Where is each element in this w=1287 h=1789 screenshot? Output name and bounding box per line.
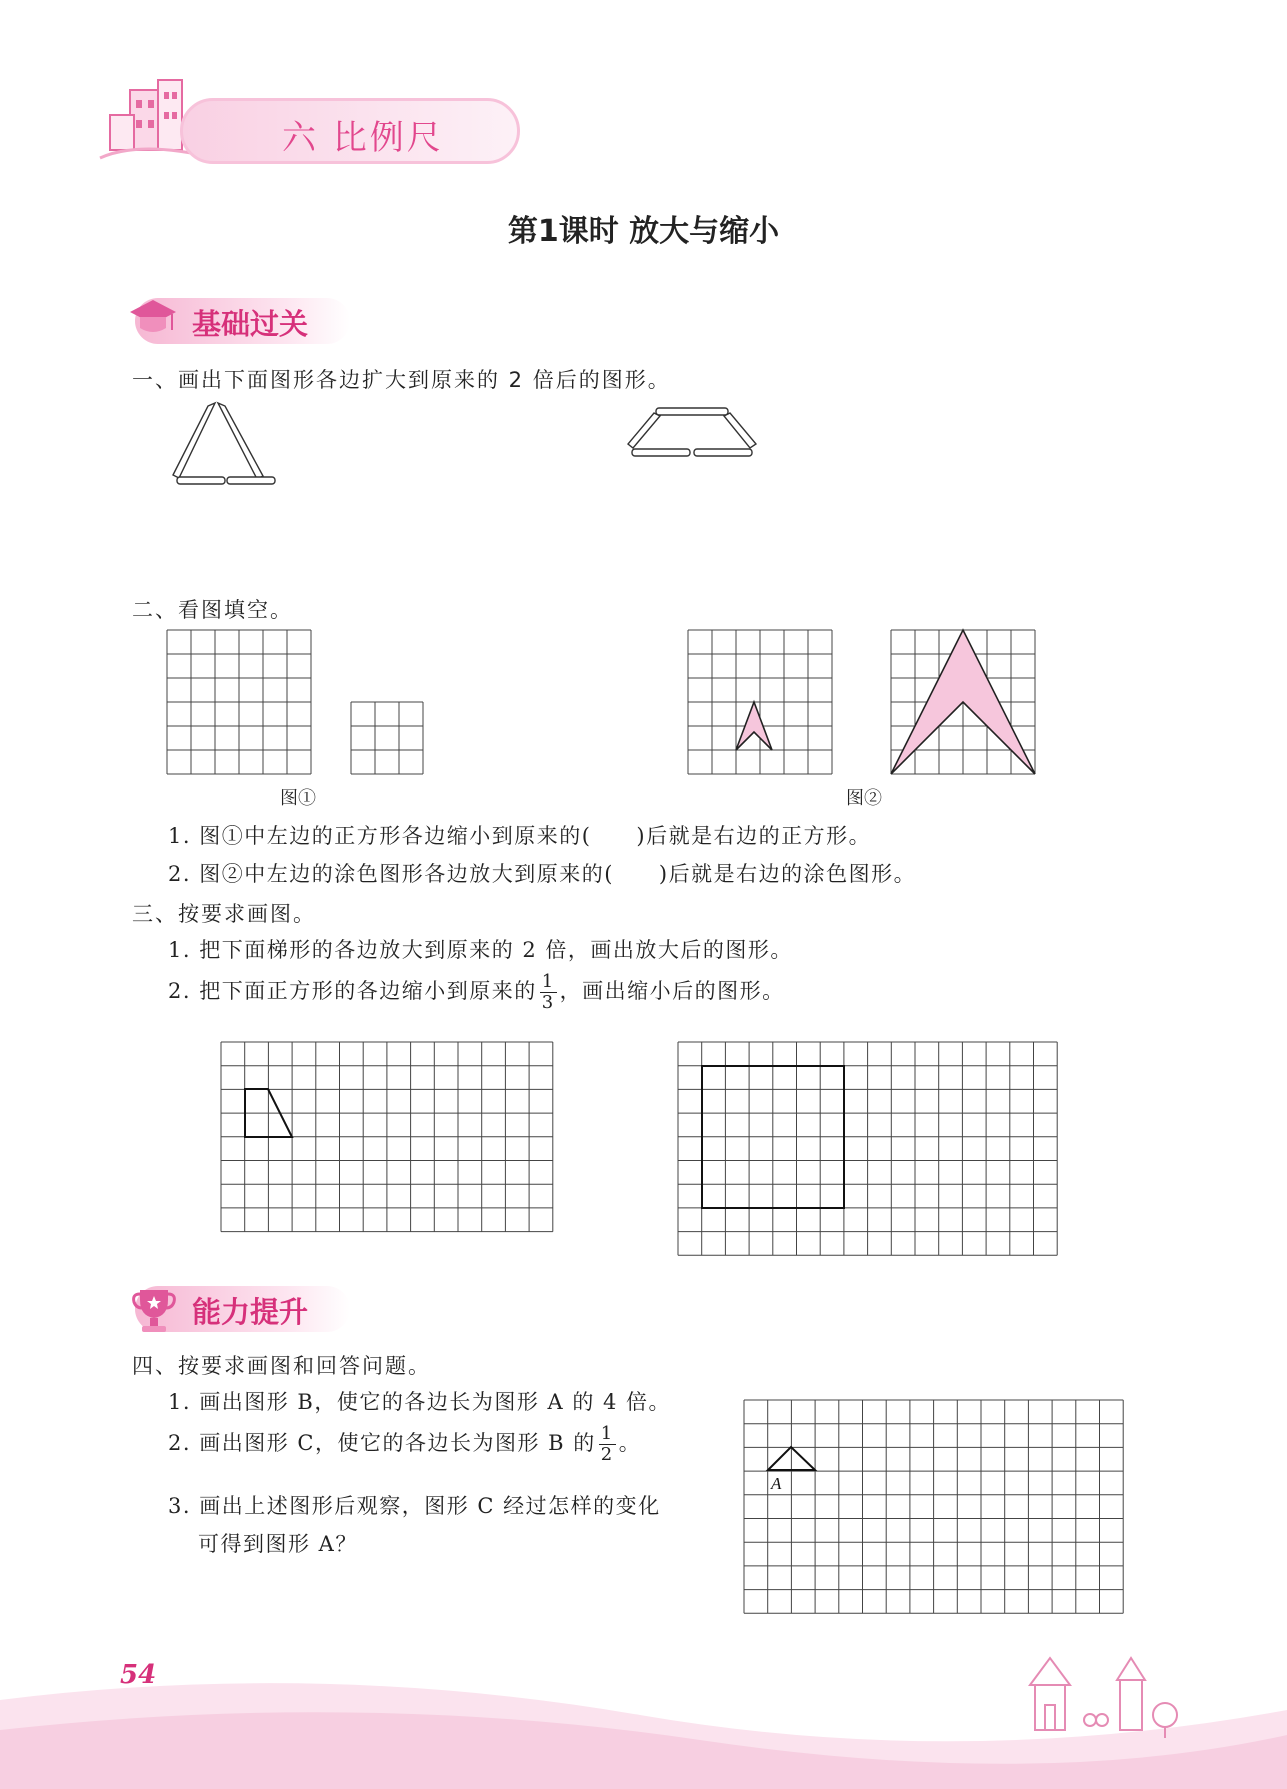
fraction-denominator: 3: [541, 992, 555, 1013]
trapezoid-grid: [221, 1042, 553, 1232]
figure-2-small-shape-grid: [688, 630, 832, 774]
question-3-item-1: 1. 把下面梯形的各边放大到原来的 2 倍，画出放大后的图形。: [168, 938, 793, 962]
page-number: 54: [120, 1660, 157, 1690]
question-4-item-2-text: 2. 画出图形 C，使它的各边长为图形 B 的: [168, 1431, 596, 1455]
question-3-heading: 三、按要求画图。: [132, 902, 316, 926]
castle-icon: [1000, 1650, 1200, 1740]
chapter-title: 六 比例尺: [282, 118, 444, 158]
figure-1-caption: 图①: [280, 788, 316, 809]
question-2-item-1: 1. 图①中左边的正方形各边缩小到原来的( )后就是右边的正方形。: [168, 824, 872, 848]
figure-1-large-square-grid: [167, 630, 311, 774]
question-4-heading: 四、按要求画图和回答问题。: [132, 1354, 431, 1378]
grid-lines: [351, 702, 423, 774]
question-3-item-2: [168, 972, 785, 1013]
question-4-item-1: 1. 画出图形 B，使它的各边长为图形 A 的 4 倍。: [168, 1390, 672, 1414]
question-3-item-2-text: 2. 把下面正方形的各边缩小到原来的: [168, 979, 537, 1003]
question-3-item-2-text-end: ，画出缩小后的图形。: [559, 979, 785, 1003]
figure-2-caption: 图②: [846, 788, 882, 809]
section-title-advanced: 能力提升: [192, 1295, 309, 1329]
grid-lines: [167, 630, 311, 774]
question-4-item-3-line-2: 可得到图形 A？: [198, 1532, 358, 1556]
fraction-denominator: 2: [600, 1444, 614, 1465]
figure-1-small-square-grid: [351, 702, 423, 774]
lesson-title: 第1课时 放大与缩小: [507, 214, 780, 249]
fraction-numerator: 1: [541, 971, 555, 992]
grid-lines: [678, 1042, 1057, 1255]
question-4-item-2-text-end: 。: [618, 1431, 642, 1455]
stick-trapezoid: [628, 404, 758, 466]
question-2-item-2: 2. 图②中左边的涂色图形各边放大到原来的( )后就是右边的涂色图形。: [168, 862, 917, 886]
question-4-item-2: [168, 1424, 641, 1465]
square-grid: [678, 1042, 1058, 1255]
grid-lines: [744, 1400, 1123, 1613]
graduation-cap-icon: [128, 296, 178, 342]
fraction-numerator: 1: [600, 1423, 614, 1444]
question-1-heading: 一、画出下面图形各边扩大到原来的 2 倍后的图形。: [132, 368, 671, 392]
shape-a-label: A: [771, 1474, 782, 1493]
section-title-basic: 基础过关: [192, 307, 309, 341]
grid-lines: [688, 630, 832, 774]
shape-a-grid: [744, 1400, 1124, 1614]
figure-2-large-shape-grid: [891, 630, 1035, 774]
fraction-one-half: [599, 1424, 616, 1465]
trophy-icon: [132, 1286, 176, 1336]
stick-triangle: [170, 398, 290, 488]
fraction-one-third: [540, 972, 557, 1013]
question-4-item-3-line-1: 3. 画出上述图形后观察，图形 C 经过怎样的变化: [168, 1494, 661, 1518]
question-2-heading: 二、看图填空。: [132, 598, 293, 622]
